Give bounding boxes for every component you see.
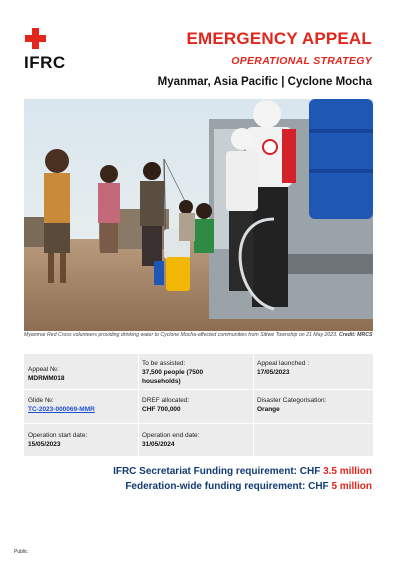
start-date-cell: [28, 432, 87, 450]
red-cross-crescent-icon: [24, 26, 76, 52]
launched-cell: [257, 360, 309, 378]
photo-caption: [24, 332, 373, 340]
secretariat-funding-amount: 3.5 million: [323, 466, 372, 477]
photo-credit-value: MRCS: [357, 332, 373, 338]
start-date-label: Operation start date:: [28, 432, 88, 439]
dref-cell: [142, 397, 189, 415]
glide-cell: [28, 397, 95, 415]
federation-funding-amount: 5 million: [331, 481, 372, 492]
table-divider: [138, 354, 139, 456]
assisted-label: To be assisted:: [142, 360, 186, 367]
appeal-number-value: MDRMM018: [28, 374, 65, 382]
photo-credit-label: Credit:: [338, 332, 356, 338]
end-date-value: 31/05/2024: [142, 440, 175, 448]
photo-caption-text: Myanmar Red Cross volunteers providing drinking water to Cyclone Mocha-affected communities from Sittwe Township on 21 May 2023.: [24, 332, 338, 338]
dref-label: DREF allocated:: [142, 397, 190, 404]
disaster-value: Orange: [257, 405, 280, 413]
secretariat-funding: [113, 466, 372, 477]
start-date-value: 15/05/2023: [28, 440, 61, 448]
launched-value: 17/05/2023: [257, 368, 290, 376]
glide-number-link[interactable]: TC-2023-000069-MMR: [28, 405, 95, 413]
table-divider: [24, 423, 373, 424]
dref-value: CHF 700,000: [142, 405, 181, 413]
secretariat-funding-label: IFRC Secretariat Funding requirement: CHF: [113, 466, 321, 477]
assisted-cell: [142, 360, 203, 386]
org-name: IFRC: [24, 53, 66, 72]
glide-label: Glide №:: [28, 397, 54, 404]
assisted-value-line2: households): [142, 377, 181, 385]
page-title: EMERGENCY APPEAL: [186, 29, 372, 48]
appeal-info-table: [24, 354, 373, 456]
table-divider: [253, 354, 254, 456]
classification-label: Public: [14, 549, 28, 555]
assisted-value-line1: 37,500 people (7500: [142, 368, 204, 376]
ifrc-logo: [24, 26, 76, 73]
end-date-cell: [142, 432, 199, 450]
appeal-number-cell: [28, 366, 64, 384]
disaster-label: Disaster Categorisation:: [257, 397, 327, 404]
federation-funding: [125, 481, 372, 492]
location-line: Myanmar, Asia Pacific | Cyclone Mocha: [157, 76, 372, 88]
disaster-cell: [257, 397, 326, 415]
cover-photo: [24, 99, 373, 331]
page-subtitle: OPERATIONAL STRATEGY: [231, 55, 372, 67]
launched-label: Appeal launched :: [257, 360, 310, 367]
appeal-number-label: Appeal №:: [28, 366, 59, 373]
table-divider: [24, 389, 373, 390]
federation-funding-label: Federation-wide funding requirement: CHF: [125, 481, 329, 492]
end-date-label: Operation end date:: [142, 432, 200, 439]
